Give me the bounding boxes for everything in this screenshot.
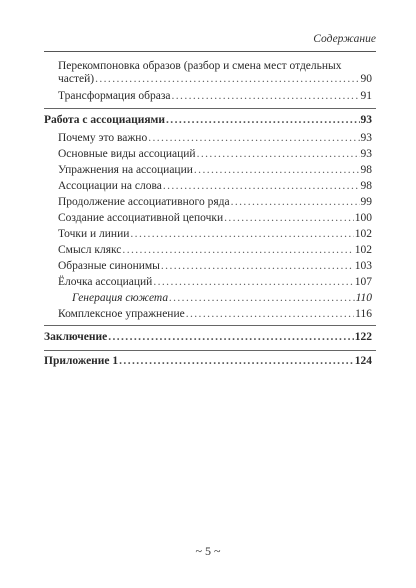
- toc-entry[interactable]: [58, 243, 372, 258]
- toc-entry-page: 91: [360, 90, 372, 102]
- toc-entry-label: Смысл клякс: [58, 244, 122, 256]
- toc-entry-label: Заключение: [44, 331, 108, 343]
- toc-entry-page: 99: [360, 196, 372, 208]
- toc-entry[interactable]: [58, 147, 372, 162]
- toc-entry[interactable]: [58, 227, 372, 242]
- leader-dots: [130, 227, 353, 242]
- toc-entry[interactable]: [58, 275, 372, 290]
- toc-chapter[interactable]: [44, 330, 372, 345]
- leader-dots: [186, 307, 354, 322]
- leader-dots: [172, 89, 360, 104]
- toc-entry-page: 93: [360, 114, 372, 126]
- toc-entry-page: 116: [355, 308, 372, 320]
- toc-entry-page: 102: [354, 244, 372, 256]
- section-title: Содержание: [313, 33, 376, 45]
- toc-entry-label: Почему это важно: [58, 132, 148, 144]
- section-divider: [44, 325, 376, 326]
- toc-entry[interactable]: [58, 179, 372, 194]
- running-header: [44, 34, 376, 52]
- toc-entry-page: 98: [360, 164, 372, 176]
- toc-entry-page: 103: [354, 260, 372, 272]
- leader-dots: [166, 113, 359, 128]
- section-divider: [44, 350, 376, 351]
- toc-entry-label: Точки и линии: [58, 228, 130, 240]
- leader-dots: [163, 179, 360, 194]
- leader-dots: [122, 243, 353, 258]
- toc-entry-label: Образные синонимы: [58, 260, 160, 272]
- leader-dots: [197, 147, 360, 162]
- toc-entry-regroup-line1: Перекомпоновка образов (разбор и смена мест отдельных: [58, 60, 342, 72]
- toc-entry[interactable]: [58, 211, 372, 226]
- toc-subentry[interactable]: [72, 291, 372, 306]
- toc-entry-label: Комплексное упражнение: [58, 308, 185, 320]
- toc-entry-page: 124: [354, 355, 372, 367]
- toc-entry-label: Основные виды ассоциаций: [58, 148, 196, 160]
- toc-entry[interactable]: [58, 195, 372, 210]
- leader-dots: [169, 291, 355, 306]
- toc-entry-label: частей): [58, 73, 95, 85]
- leader-dots: [161, 259, 354, 274]
- toc-entry-page: 90: [360, 73, 372, 85]
- toc-entry-page: 100: [354, 212, 372, 224]
- leader-dots: [231, 195, 360, 210]
- leader-dots: [153, 275, 353, 290]
- leader-dots: [108, 330, 354, 345]
- toc-entry-page: 102: [354, 228, 372, 240]
- toc-entry-label: Трансформация образа: [58, 90, 171, 102]
- toc-entry-label: Создание ассоциативной цепочки: [58, 212, 224, 224]
- toc-entry-label: Генерация сюжета: [72, 292, 169, 304]
- toc-entry[interactable]: [58, 163, 372, 178]
- toc-entry-label: Ассоциации на слова: [58, 180, 162, 192]
- toc-entry-page: 107: [354, 276, 372, 288]
- toc-entry-page: 93: [360, 132, 372, 144]
- leader-dots: [95, 72, 359, 87]
- toc-entry-label: Ёлочка ассоциаций: [58, 276, 153, 288]
- leader-dots: [148, 131, 359, 146]
- toc-entry-page: 93: [360, 148, 372, 160]
- leader-dots: [194, 163, 360, 178]
- toc-entry-page: 98: [360, 180, 372, 192]
- toc-entry[interactable]: [58, 259, 372, 274]
- toc-entry-label: Приложение 1: [44, 355, 119, 367]
- leader-dots: [119, 354, 354, 369]
- toc-entry-page: 110: [355, 292, 372, 304]
- toc-chapter[interactable]: [44, 113, 372, 128]
- toc-chapter[interactable]: [44, 354, 372, 369]
- page-number: ~ 5 ~: [195, 544, 221, 558]
- toc-entry-regroup[interactable]: [58, 72, 372, 87]
- toc-entry[interactable]: [58, 307, 372, 322]
- toc-entry-label: Продолжение ассоциативного ряда: [58, 196, 230, 208]
- toc-entry-page: 122: [354, 331, 372, 343]
- toc-entry-label: Работа с ассоциациями: [44, 114, 166, 126]
- section-divider: [44, 108, 376, 109]
- leader-dots: [224, 211, 354, 226]
- toc-entry[interactable]: [58, 131, 372, 146]
- toc-entry[interactable]: [58, 89, 372, 104]
- toc-entry-label: Упражнения на ассоциации: [58, 164, 193, 176]
